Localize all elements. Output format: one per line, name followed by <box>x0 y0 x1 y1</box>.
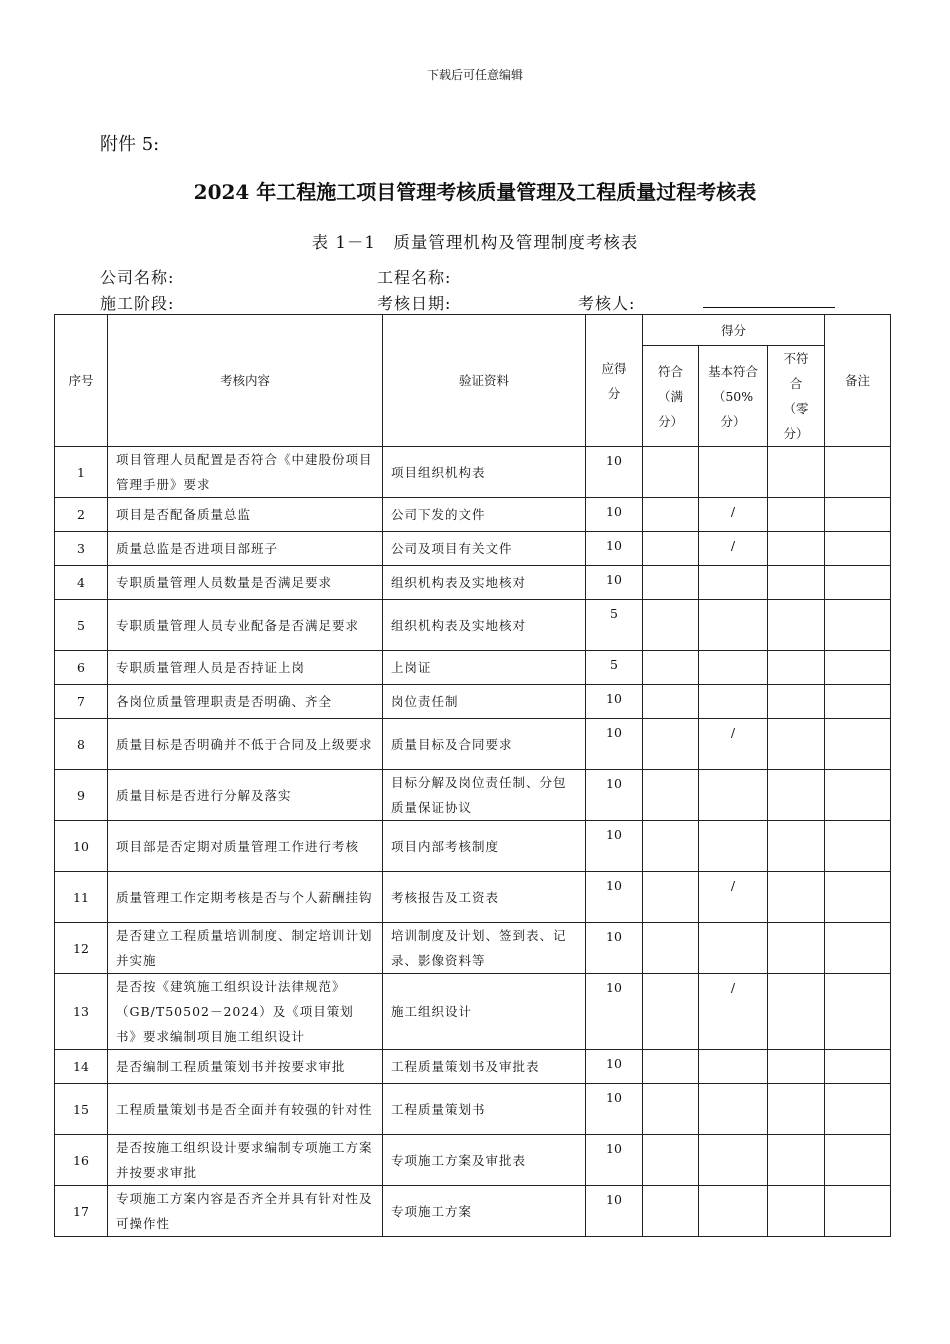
row-due-score: 10 <box>586 872 643 923</box>
row-due-score: 10 <box>586 566 643 600</box>
table-row <box>55 821 891 872</box>
row-zero-score <box>768 770 825 821</box>
row-basic-score: / <box>699 872 768 923</box>
table-row <box>55 974 891 1050</box>
header-note: 下载后可任意编辑 <box>426 68 523 82</box>
row-zero-score <box>768 719 825 770</box>
row-full-score <box>643 923 699 974</box>
table-row <box>55 1084 891 1135</box>
row-evidence: 目标分解及岗位责任制、分包质量保证协议 <box>383 770 586 821</box>
row-due-score: 10 <box>586 770 643 821</box>
main-title: 2024 年工程施工项目管理考核质量管理及工程质量过程考核表 <box>193 180 757 204</box>
row-evidence: 项目组织机构表 <box>383 447 586 498</box>
row-remark <box>825 1186 891 1237</box>
table-row <box>55 447 891 498</box>
row-basic-score <box>699 447 768 498</box>
row-full-score <box>643 1135 699 1186</box>
row-seq: 17 <box>55 1186 108 1237</box>
table-row <box>55 1186 891 1237</box>
row-content: 质量目标是否进行分解及落实 <box>108 770 383 821</box>
row-evidence: 公司及项目有关文件 <box>383 532 586 566</box>
row-zero-score <box>768 447 825 498</box>
row-full-score <box>643 447 699 498</box>
header-seq: 序号 <box>55 315 108 447</box>
row-full-score <box>643 719 699 770</box>
row-basic-score: / <box>699 974 768 1050</box>
header-full-score: 符合（满分） <box>643 346 699 447</box>
row-remark <box>825 685 891 719</box>
row-basic-score <box>699 600 768 651</box>
row-zero-score <box>768 651 825 685</box>
row-evidence: 专项施工方案 <box>383 1186 586 1237</box>
row-due-score: 10 <box>586 685 643 719</box>
row-seq: 2 <box>55 498 108 532</box>
row-remark <box>825 600 891 651</box>
row-full-score <box>643 974 699 1050</box>
row-seq: 9 <box>55 770 108 821</box>
row-content: 是否按《建筑施工组织设计法律规范》（GB/T50502－2024）及《项目策划书》要求编制项目施工组织设计 <box>108 974 383 1050</box>
row-evidence: 培训制度及计划、签到表、记录、影像资料等 <box>383 923 586 974</box>
stage-label: 施工阶段: <box>100 294 175 313</box>
row-basic-score <box>699 1050 768 1084</box>
row-zero-score <box>768 600 825 651</box>
row-content: 项目管理人员配置是否符合《中建股份项目管理手册》要求 <box>108 447 383 498</box>
row-remark <box>825 923 891 974</box>
row-full-score <box>643 651 699 685</box>
row-basic-score <box>699 1186 768 1237</box>
table-row <box>55 651 891 685</box>
row-zero-score <box>768 1050 825 1084</box>
row-evidence: 质量目标及合同要求 <box>383 719 586 770</box>
row-due-score: 5 <box>586 600 643 651</box>
row-content: 是否建立工程质量培训制度、制定培训计划并实施 <box>108 923 383 974</box>
row-content: 项目是否配备质量总监 <box>108 498 383 532</box>
row-basic-score <box>699 1084 768 1135</box>
row-full-score <box>643 532 699 566</box>
header-zero-score: 不符合（零分） <box>768 346 825 447</box>
table-row <box>55 923 891 974</box>
row-seq: 6 <box>55 651 108 685</box>
assessor-signature-line <box>703 307 835 308</box>
row-remark <box>825 719 891 770</box>
table-row <box>55 1050 891 1084</box>
row-basic-score: / <box>699 719 768 770</box>
project-label: 工程名称: <box>377 268 452 287</box>
row-remark <box>825 532 891 566</box>
row-content: 质量目标是否明确并不低于合同及上级要求 <box>108 719 383 770</box>
row-seq: 8 <box>55 719 108 770</box>
row-content: 专职质量管理人员专业配备是否满足要求 <box>108 600 383 651</box>
row-zero-score <box>768 923 825 974</box>
row-evidence: 岗位责任制 <box>383 685 586 719</box>
row-remark <box>825 770 891 821</box>
assessment-table <box>54 314 891 1237</box>
row-zero-score <box>768 532 825 566</box>
row-due-score: 10 <box>586 447 643 498</box>
row-remark <box>825 974 891 1050</box>
row-full-score <box>643 566 699 600</box>
row-seq: 15 <box>55 1084 108 1135</box>
row-zero-score <box>768 1084 825 1135</box>
row-basic-score <box>699 923 768 974</box>
row-content: 专项施工方案内容是否齐全并具有针对性及可操作性 <box>108 1186 383 1237</box>
row-content: 工程质量策划书是否全面并有较强的针对性 <box>108 1084 383 1135</box>
row-evidence: 考核报告及工资表 <box>383 872 586 923</box>
date-label: 考核日期: <box>377 294 452 313</box>
row-evidence: 组织机构表及实地核对 <box>383 600 586 651</box>
row-content: 质量管理工作定期考核是否与个人薪酬挂钩 <box>108 872 383 923</box>
row-remark <box>825 872 891 923</box>
header-due-score: 应得分 <box>586 315 643 447</box>
header-score-group: 得分 <box>643 315 825 346</box>
row-evidence: 专项施工方案及审批表 <box>383 1135 586 1186</box>
table-row <box>55 872 891 923</box>
row-due-score: 10 <box>586 498 643 532</box>
table-row <box>55 498 891 532</box>
row-due-score: 10 <box>586 1186 643 1237</box>
row-remark <box>825 498 891 532</box>
row-evidence: 项目内部考核制度 <box>383 821 586 872</box>
row-full-score <box>643 1084 699 1135</box>
header-remark: 备注 <box>825 315 891 447</box>
row-evidence: 公司下发的文件 <box>383 498 586 532</box>
table-row <box>55 566 891 600</box>
row-evidence: 工程质量策划书及审批表 <box>383 1050 586 1084</box>
row-content: 各岗位质量管理职责是否明确、齐全 <box>108 685 383 719</box>
row-full-score <box>643 872 699 923</box>
row-full-score <box>643 1186 699 1237</box>
row-basic-score <box>699 685 768 719</box>
row-full-score <box>643 600 699 651</box>
row-evidence: 组织机构表及实地核对 <box>383 566 586 600</box>
row-seq: 1 <box>55 447 108 498</box>
row-seq: 10 <box>55 821 108 872</box>
header-basic-score: 基本符合（50%分） <box>699 346 768 447</box>
row-seq: 14 <box>55 1050 108 1084</box>
table-row <box>55 600 891 651</box>
table-row <box>55 719 891 770</box>
row-remark <box>825 566 891 600</box>
row-basic-score: / <box>699 532 768 566</box>
row-remark <box>825 1135 891 1186</box>
row-seq: 4 <box>55 566 108 600</box>
row-due-score: 10 <box>586 923 643 974</box>
row-due-score: 10 <box>586 974 643 1050</box>
row-seq: 7 <box>55 685 108 719</box>
row-full-score <box>643 821 699 872</box>
row-due-score: 10 <box>586 532 643 566</box>
row-seq: 12 <box>55 923 108 974</box>
company-label: 公司名称: <box>100 268 175 287</box>
row-content: 专职质量管理人员是否持证上岗 <box>108 651 383 685</box>
row-basic-score <box>699 821 768 872</box>
row-zero-score <box>768 974 825 1050</box>
row-zero-score <box>768 498 825 532</box>
row-basic-score <box>699 1135 768 1186</box>
row-content: 项目部是否定期对质量管理工作进行考核 <box>108 821 383 872</box>
assessor-label: 考核人: <box>578 294 636 313</box>
header-evidence: 验证资料 <box>383 315 586 447</box>
row-content: 专职质量管理人员数量是否满足要求 <box>108 566 383 600</box>
row-content: 是否编制工程质量策划书并按要求审批 <box>108 1050 383 1084</box>
row-basic-score: / <box>699 498 768 532</box>
table-row <box>55 1135 891 1186</box>
attachment-label: 附件 5: <box>100 134 160 155</box>
row-due-score: 5 <box>586 651 643 685</box>
row-zero-score <box>768 872 825 923</box>
table-row <box>55 770 891 821</box>
row-full-score <box>643 685 699 719</box>
row-seq: 5 <box>55 600 108 651</box>
row-content: 是否按施工组织设计要求编制专项施工方案并按要求审批 <box>108 1135 383 1186</box>
row-full-score <box>643 770 699 821</box>
row-due-score: 10 <box>586 719 643 770</box>
row-basic-score <box>699 770 768 821</box>
table-row <box>55 685 891 719</box>
row-basic-score <box>699 651 768 685</box>
table-row <box>55 532 891 566</box>
row-remark <box>825 1050 891 1084</box>
row-full-score <box>643 498 699 532</box>
row-evidence: 施工组织设计 <box>383 974 586 1050</box>
row-seq: 3 <box>55 532 108 566</box>
row-due-score: 10 <box>586 1135 643 1186</box>
row-seq: 13 <box>55 974 108 1050</box>
row-zero-score <box>768 1186 825 1237</box>
row-evidence: 上岗证 <box>383 651 586 685</box>
row-content: 质量总监是否进项目部班子 <box>108 532 383 566</box>
row-full-score <box>643 1050 699 1084</box>
row-remark <box>825 821 891 872</box>
row-remark <box>825 651 891 685</box>
row-due-score: 10 <box>586 821 643 872</box>
row-remark <box>825 1084 891 1135</box>
row-basic-score <box>699 566 768 600</box>
row-evidence: 工程质量策划书 <box>383 1084 586 1135</box>
row-zero-score <box>768 1135 825 1186</box>
row-seq: 11 <box>55 872 108 923</box>
row-zero-score <box>768 821 825 872</box>
row-remark <box>825 447 891 498</box>
row-zero-score <box>768 566 825 600</box>
row-zero-score <box>768 685 825 719</box>
sub-title: 表 1－1 质量管理机构及管理制度考核表 <box>311 233 639 252</box>
row-due-score: 10 <box>586 1050 643 1084</box>
header-content: 考核内容 <box>108 315 383 447</box>
row-due-score: 10 <box>586 1084 643 1135</box>
row-seq: 16 <box>55 1135 108 1186</box>
